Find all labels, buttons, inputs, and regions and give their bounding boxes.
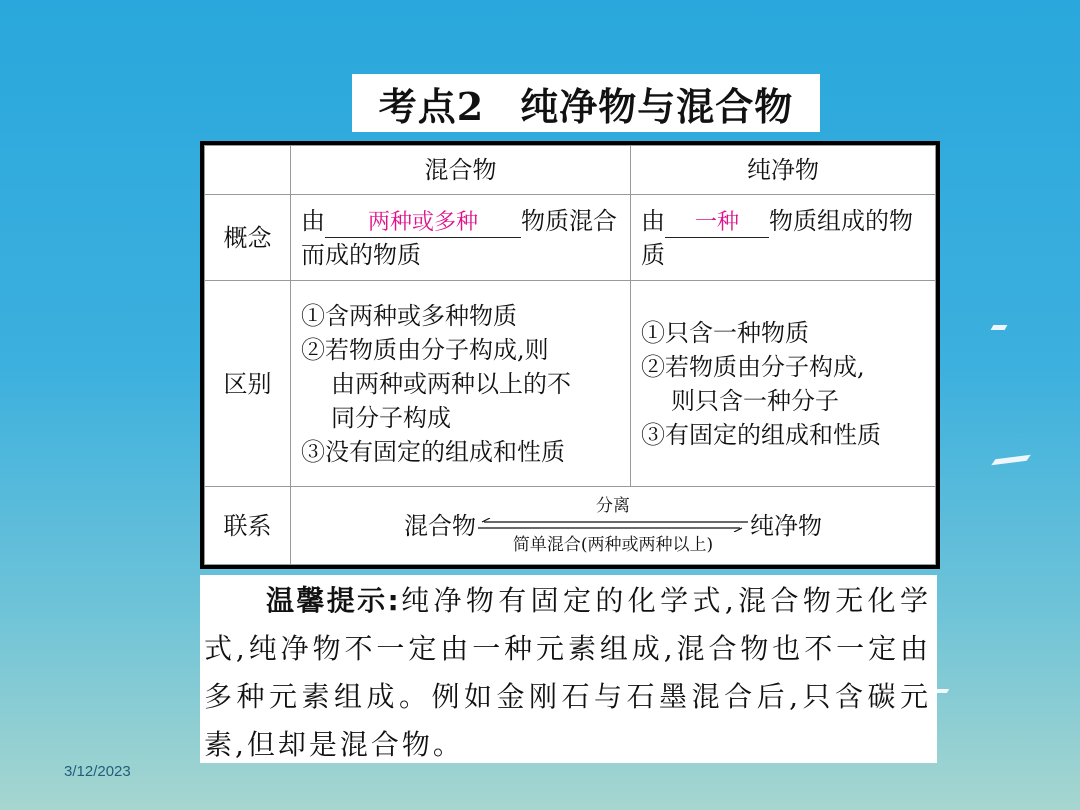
- table-row-concept: [205, 195, 936, 281]
- mixture-item-1: ①含两种或多种物质: [301, 301, 517, 330]
- pure-item-3: ③有固定的组成和性质: [641, 420, 881, 449]
- concept-pure-cell: [631, 195, 936, 281]
- relation-left: 混合物: [404, 511, 476, 540]
- double-arrow-icon: [478, 518, 748, 532]
- concept-mixture-fill: 两种或多种: [325, 209, 521, 238]
- arrow-label-mix: 简单混合(两种或两种以上): [512, 534, 714, 555]
- arrow-label-separate: 分离: [596, 495, 630, 516]
- row-label-relation: 联系: [205, 487, 291, 565]
- decor-triangle-2: [991, 455, 1031, 465]
- concept-pure-before: 由: [641, 206, 665, 235]
- pure-item-2: ②若物质由分子构成,: [641, 352, 865, 381]
- mixture-item-3: ③没有固定的组成和性质: [301, 437, 565, 466]
- tip-text: 纯净物有固定的化学式,混合物无化学式,纯净物不一定由一种元素组成,混合物也不一定由多种元素组成。例如金刚石与石墨混合后,只含碳元素,但却是混合物。: [204, 584, 931, 761]
- relation-arrows: [478, 496, 748, 556]
- concept-pure-after: 物质组成的物质: [641, 206, 913, 269]
- table-corner-cell: [205, 146, 291, 195]
- difference-mixture-cell: [291, 281, 631, 487]
- col-header-mixture: 混合物: [291, 146, 631, 195]
- pure-item-2-line-2: 则只含一种分子: [671, 386, 839, 415]
- col-header-pure: 纯净物: [631, 146, 936, 195]
- concept-mixture-cell: [291, 195, 631, 281]
- table-row-relation: [205, 487, 936, 565]
- concept-mixture-before: 由: [301, 206, 325, 235]
- relation-diagram: [301, 496, 925, 556]
- row-label-concept: 概念: [205, 195, 291, 281]
- title-text: 纯净物与混合物: [520, 83, 794, 129]
- tip-label: 温馨提示:: [266, 584, 400, 617]
- table-header-row: [205, 146, 936, 195]
- mixture-item-2: ②若物质由分子构成,则: [301, 335, 549, 364]
- table-row-difference: [205, 281, 936, 487]
- difference-pure-cell: [631, 281, 936, 487]
- mixture-item-2-line-3: 同分子构成: [331, 403, 451, 432]
- decor-triangle-1: [991, 325, 1008, 330]
- pure-item-1: ①只含一种物质: [641, 318, 809, 347]
- relation-cell: [291, 487, 936, 565]
- section-title: [352, 74, 820, 132]
- concept-mixture-after: 物质混合而成的物质: [301, 206, 617, 269]
- mixture-item-2-line-2: 由两种或两种以上的不: [331, 369, 571, 398]
- warm-tip-box: [200, 575, 937, 763]
- row-label-difference: 区别: [205, 281, 291, 487]
- relation-right: 纯净物: [750, 511, 822, 540]
- concept-pure-fill: 一种: [665, 209, 769, 238]
- comparison-table: [200, 141, 940, 569]
- slide-date: 3/12/2023: [64, 763, 131, 780]
- title-prefix: 考点2: [378, 83, 485, 129]
